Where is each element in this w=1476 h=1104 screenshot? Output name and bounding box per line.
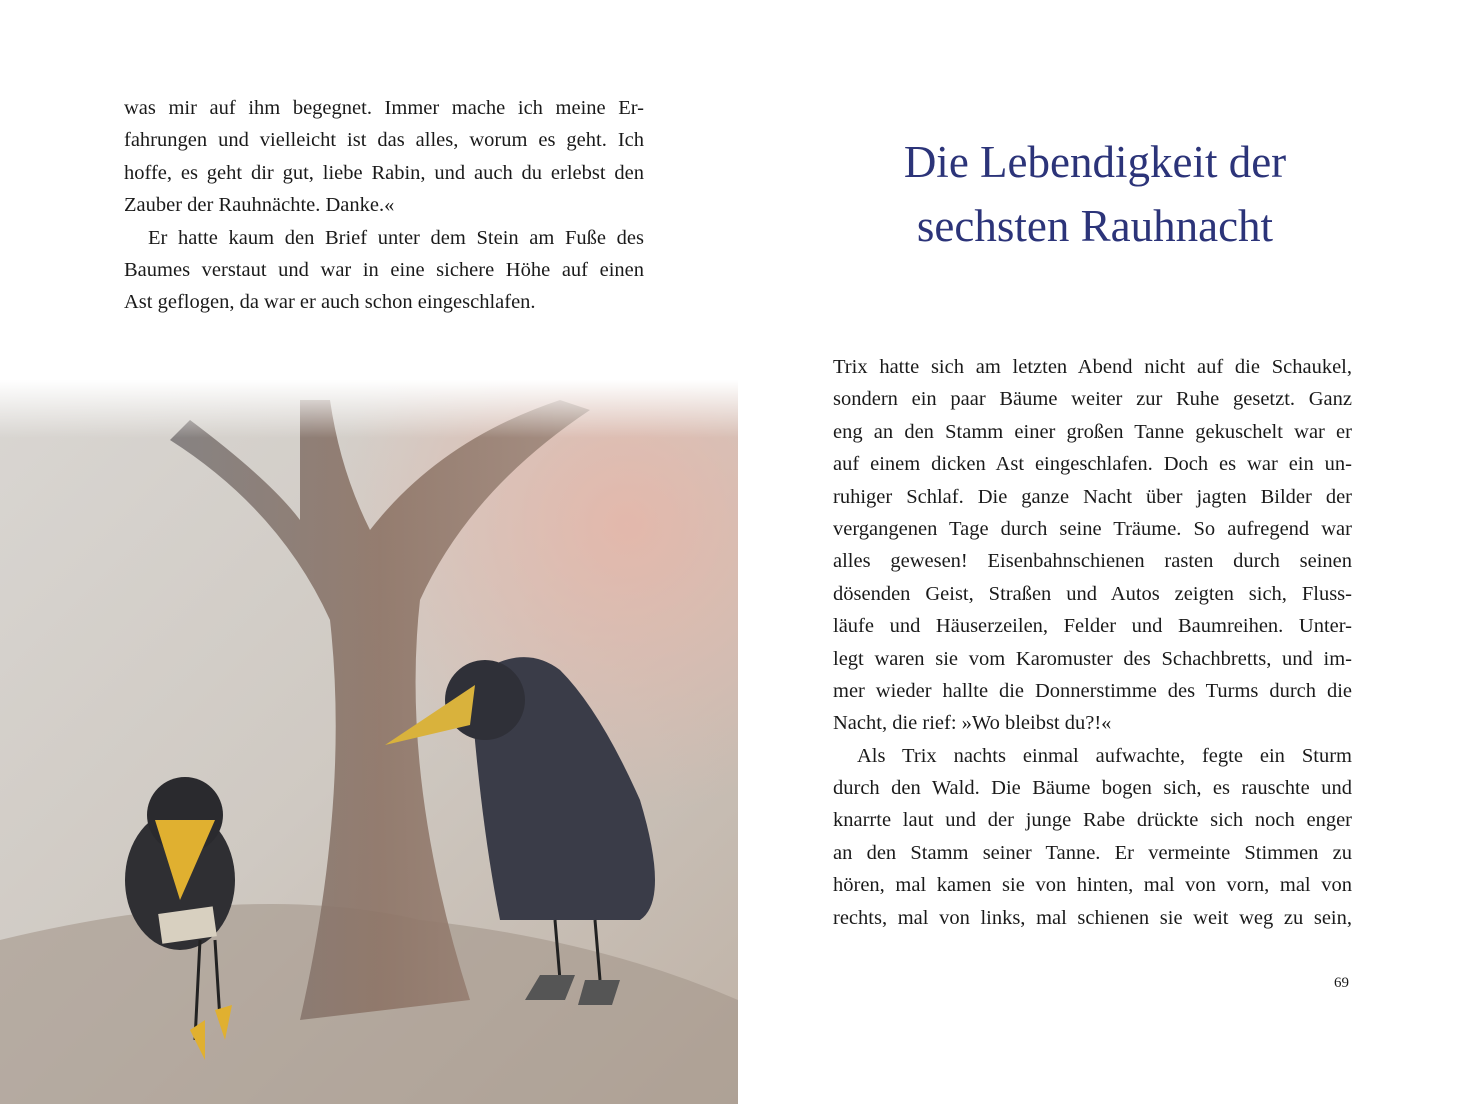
text-line: mer wieder hallte die Donnerstimme des Turms durch die	[833, 679, 1352, 702]
text-line: an den Stamm seiner Tanne. Er vermeinte Stimmen zu	[833, 841, 1352, 864]
chapter-title	[800, 130, 1390, 258]
text-line: knarrte laut und der junge Rabe drückte sich noch enger	[833, 809, 1352, 832]
text-line: läufe und Häuserzeilen, Felder und Baumreihen. Unter-	[833, 615, 1352, 638]
text-line: alles gewesen! Eisenbahnschienen rasten durch seinen	[833, 550, 1352, 573]
text-line: Als Trix nachts einmal aufwachte, fegte ein Sturm	[857, 744, 1352, 767]
text-line: rechts, mal von links, mal schienen sie weit weg zu sein,	[833, 906, 1352, 929]
text-line: was mir auf ihm begegnet. Immer mache ich meine Er-	[124, 97, 644, 119]
text-line: auf einem dicken Ast eingeschlafen. Doch es war ein un-	[833, 453, 1352, 476]
text-line: Trix hatte sich am letzten Abend nicht auf die Schaukel,	[833, 356, 1352, 378]
text-line: hoffe, es geht dir gut, liebe Rabin, und auch du erlebst den	[124, 161, 644, 184]
text-line: legt waren sie vom Karomuster des Schachbretts, und im-	[833, 647, 1352, 670]
chapter-title-line: sechsten Rauhnacht	[916, 201, 1274, 251]
page-number: 69	[1334, 975, 1349, 991]
text-line: Ast geflogen, da war er auch schon eingeschlafen.	[124, 291, 536, 314]
right-page-text	[833, 351, 1352, 934]
text-line: sondern ein paar Bäume weiter zur Ruhe gesetzt. Ganz	[833, 388, 1352, 411]
text-line: dösenden Geist, Straßen und Autos zeigten sich, Fluss-	[833, 582, 1352, 605]
left-page-text	[124, 92, 644, 319]
text-line: vergangenen Tage durch seine Träume. So aufregend war	[833, 517, 1352, 540]
text-line: Baumes verstaut und war in eine sichere Höhe auf einen	[124, 258, 644, 281]
chapter-title-line: Die Lebendigkeit der	[903, 137, 1287, 187]
watercolor-illustration-ravens	[0, 380, 738, 1104]
text-line: fahrungen und vielleicht ist das alles, worum es geht. Ich	[124, 129, 644, 152]
text-line: Er hatte kaum den Brief unter dem Stein am Fuße des	[148, 226, 644, 249]
text-line: Nacht, die rief: »Wo bleibst du?!«	[833, 712, 1112, 735]
text-line: eng an den Stamm einer großen Tanne gekuschelt war er	[833, 420, 1352, 443]
text-line: Zauber der Rauhnächte. Danke.«	[124, 194, 395, 217]
text-line: durch den Wald. Die Bäume bogen sich, es rauschte und	[833, 777, 1352, 800]
text-line: ruhiger Schlaf. Die ganze Nacht über jagten Bilder der	[833, 485, 1352, 508]
text-line: hören, mal kamen sie von hinten, mal von vorn, mal von	[833, 874, 1352, 897]
